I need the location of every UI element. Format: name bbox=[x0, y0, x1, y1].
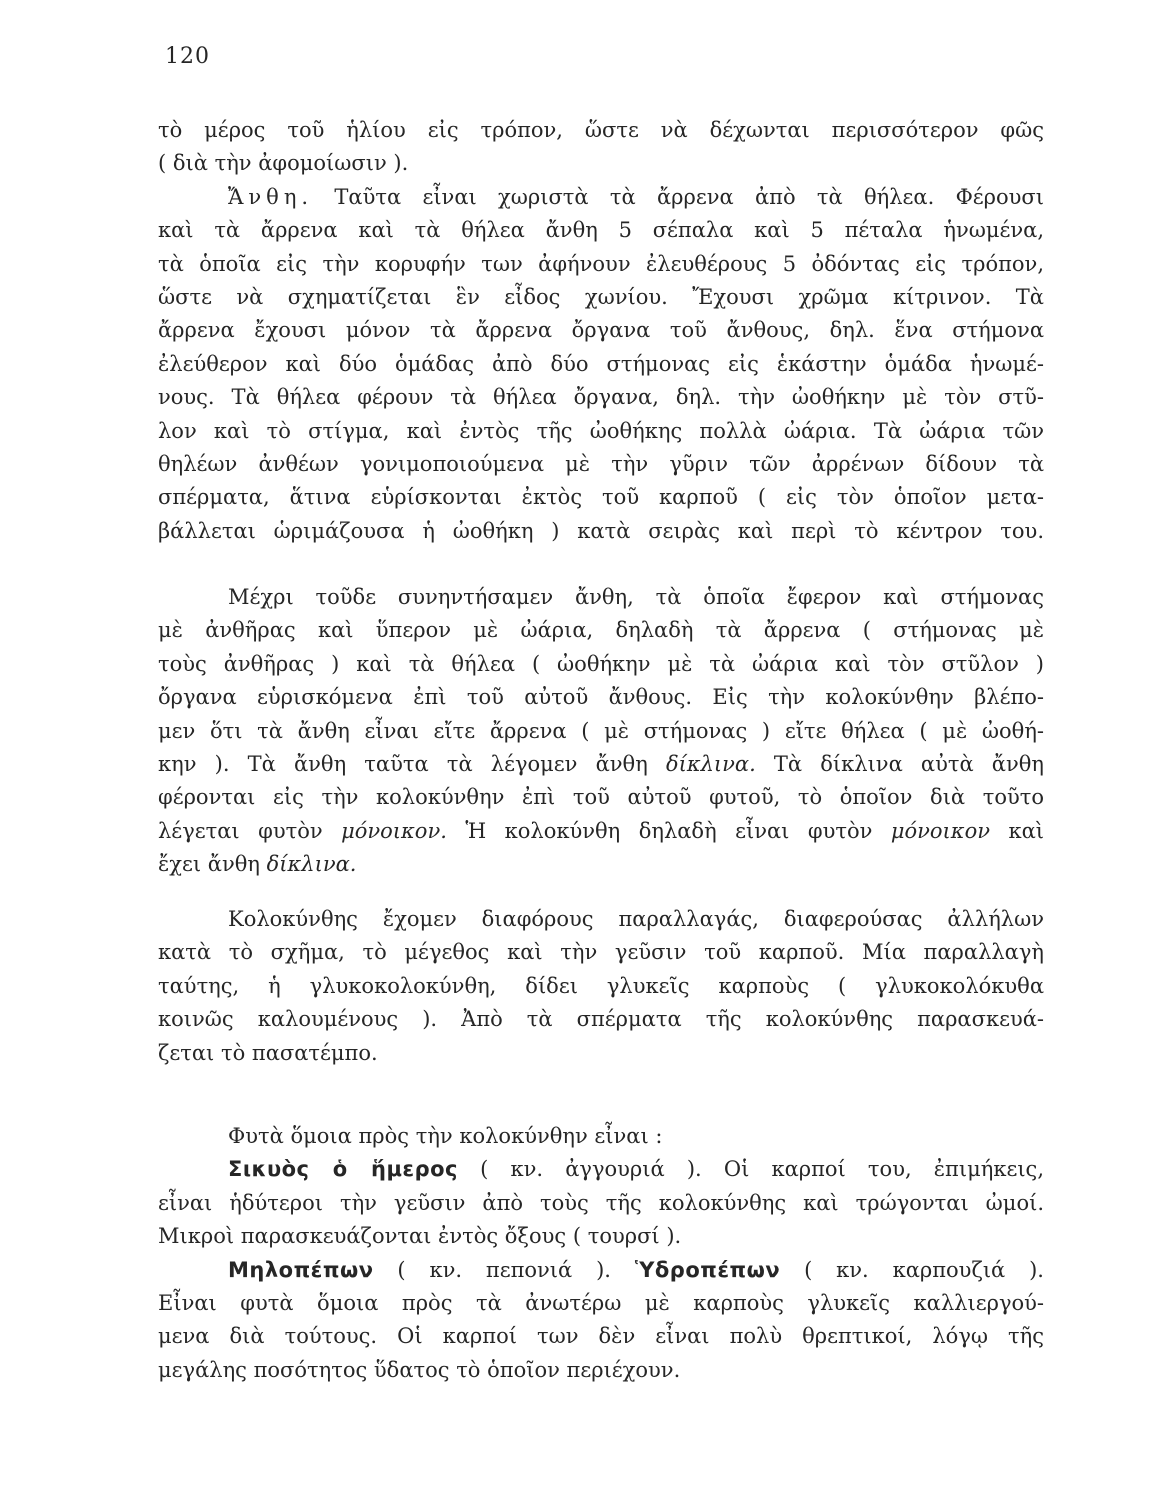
text-line: Μικροὶ παρασκευάζονται ἐντὸς ὄξους ( τουρσί ). bbox=[158, 1224, 682, 1249]
text-fragment: ( κν. ἀγγουριά ). Οἱ καρποί του, ἐπιμήκεις, bbox=[480, 1157, 1044, 1182]
text-line: μὲ ἀνθῆρας καὶ ὕπερον μὲ ὠάρια, δηλαδὴ τὰ ἄρρενα ( στήμονας μὲ bbox=[158, 618, 1044, 643]
text-line: ( διὰ τὴν ἀφομοίωσιν ). bbox=[158, 151, 409, 176]
text-fragment: κην ). Τὰ ἄνθη ταῦτα τὰ λέγομεν ἄνθη bbox=[158, 752, 648, 777]
text-fragment: καὶ bbox=[1008, 818, 1044, 843]
text-line bbox=[158, 181, 1044, 214]
text-line: λον καὶ τὸ στίγμα, καὶ ἐντὸς τῆς ὠοθήκης πολλὰ ὠάρια. Τὰ ὠάρια τῶν bbox=[158, 418, 1044, 443]
text-line: ζεται τὸ πασατέμπο. bbox=[158, 1040, 378, 1065]
text-line bbox=[158, 815, 1044, 848]
text-fragment: ἔχει ἄνθη bbox=[158, 852, 260, 877]
term-cucumber: Σικυὸς ὁ ἥμερος bbox=[228, 1157, 459, 1182]
paragraph-varieties bbox=[158, 903, 1044, 1070]
section-heading-flowers: Ἄνθη. bbox=[228, 184, 314, 209]
text-line: μεγάλης ποσότητος ὕδατος τὸ ὁποῖον περιέχουν. bbox=[158, 1357, 681, 1382]
text-line: ὥστε νὰ σχηματίζεται ἓν εἶδος χωνίου. Ἔχουσι χρῶμα κίτρινον. Τὰ bbox=[158, 285, 1044, 310]
text-line bbox=[158, 748, 1044, 781]
term-monoikon: μόνοικον. bbox=[341, 818, 447, 843]
text-line: ταύτης, ἡ γλυκοκολοκύνθη, δίδει γλυκεῖς καρποὺς ( γλυκοκολόκυθα bbox=[158, 973, 1044, 998]
term-watermelon: Ὑδροπέπων bbox=[634, 1257, 781, 1282]
text-line: εἶναι ἡδύτεροι τὴν γεῦσιν ἀπὸ τοὺς τῆς κολοκύνθης καὶ τρώγονται ὠμοί. bbox=[158, 1190, 1044, 1215]
text-fragment: Ταῦτα εἶναι χωριστὰ τὰ ἄρρενα ἀπὸ τὰ θήλεα. Φέρουσι bbox=[334, 184, 1044, 209]
section-intro: Φυτὰ ὅμοια πρὸς τὴν κολοκύνθην εἶναι : bbox=[228, 1124, 663, 1148]
text-fragment: ( κν. πεπονιά ). bbox=[397, 1257, 611, 1282]
term-melon: Μηλοπέπων bbox=[228, 1257, 374, 1282]
text-line: σπέρματα, ἅτινα εὑρίσκονται ἐκτὸς τοῦ καρποῦ ( εἰς τὸν ὁποῖον μετα- bbox=[158, 485, 1044, 510]
term-diklina: δίκλινα. bbox=[665, 752, 756, 777]
text-line: Μέχρι τοῦδε συνηντήσαμεν ἄνθη, τὰ ὁποῖα ἔφερον καὶ στήμονας bbox=[228, 585, 1044, 609]
text-line: μενα διὰ τούτους. Οἱ καρποί των δὲν εἶναι πολὺ θρεπτικοί, λόγῳ τῆς bbox=[158, 1324, 1044, 1349]
text-line: Εἶναι φυτὰ ὅμοια πρὸς τὰ ἀνωτέρω μὲ καρποὺς γλυκεῖς καλλιεργού- bbox=[158, 1291, 1044, 1316]
text-line bbox=[158, 1153, 1044, 1186]
text-line: τὸ μέρος τοῦ ἡλίου εἰς τρόπον, ὥστε νὰ δέχωνται περισσότερον φῶς bbox=[158, 118, 1044, 142]
text-line: μεν ὅτι τὰ ἄνθη εἶναι εἴτε ἄρρενα ( μὲ στήμονας ) εἴτε θήλεα ( μὲ ὠοθή- bbox=[158, 718, 1044, 743]
text-line: ὄργανα εὑρισκόμενα ἐπὶ τοῦ αὐτοῦ ἄνθους. Εἰς τὴν κολοκύνθην βλέπο- bbox=[158, 685, 1044, 710]
text-line: ἄρρενα ἔχουσι μόνον τὰ ἄρρενα ὄργανα τοῦ ἄνθους, δηλ. ἕνα στήμονα bbox=[158, 318, 1044, 343]
text-line: τὰ ὁποῖα εἰς τὴν κορυφήν των ἀφήνουν ἐλευθέρους 5 ὀδόντας εἰς τρόπον, bbox=[158, 251, 1044, 276]
similar-plants-section bbox=[158, 1120, 1044, 1387]
term-monoikon: μόνοικον bbox=[890, 818, 990, 843]
paragraph-flowers bbox=[158, 114, 1044, 548]
text-line: Κολοκύνθης ἔχομεν διαφόρους παραλλαγάς, διαφερούσας ἀλλήλων bbox=[228, 907, 1044, 931]
text-line: ἐλεύθερον καὶ δύο ὁμάδας ἀπὸ δύο στήμονας εἰς ἑκάστην ὁμάδα ἡνωμέ- bbox=[158, 351, 1044, 376]
text-line: θηλέων ἀνθέων γονιμοποιούμενα μὲ τὴν γῦριν τῶν ἀρρένων δίδουν τὰ bbox=[158, 452, 1044, 477]
text-fragment: ( κν. καρπουζιά ). bbox=[804, 1257, 1044, 1282]
text-line: νους. Τὰ θήλεα φέρουν τὰ θήλεα ὄργανα, δηλ. τὴν ὠοθήκην μὲ τὸν στῦ- bbox=[158, 385, 1044, 410]
term-diklina: δίκλινα. bbox=[266, 852, 357, 877]
text-line: φέρονται εἰς τὴν κολοκύνθην ἐπὶ τοῦ αὐτοῦ φυτοῦ, τὸ ὁποῖον διὰ τοῦτο bbox=[158, 785, 1044, 810]
text-line: κατὰ τὸ σχῆμα, τὸ μέγεθος καὶ τὴν γεῦσιν τοῦ καρποῦ. Μία παραλλαγὴ bbox=[158, 940, 1044, 965]
text-line: τοὺς ἀνθῆρας ) καὶ τὰ θήλεα ( ὠοθήκην μὲ τὰ ὠάρια καὶ τὸν στῦλον ) bbox=[158, 651, 1044, 676]
text-line bbox=[158, 1254, 1044, 1287]
text-line: κοινῶς καλουμένους ). Ἀπὸ τὰ σπέρματα τῆς κολοκύνθης παρασκευά- bbox=[158, 1007, 1044, 1032]
text-line: βάλλεται ὡριμάζουσα ἡ ὠοθήκη ) κατὰ σειρὰς καὶ περὶ τὸ κέντρον του. bbox=[158, 518, 1044, 543]
text-line bbox=[158, 848, 1044, 881]
text-fragment: Τὰ δίκλινα αὐτὰ ἄνθη bbox=[773, 752, 1044, 777]
text-fragment: Ἡ κολοκύνθη δηλαδὴ εἶναι φυτὸν bbox=[465, 818, 873, 843]
text-line: καὶ τὰ ἄρρενα καὶ τὰ θήλεα ἄνθη 5 σέπαλα καὶ 5 πέταλα ἡνωμένα, bbox=[158, 218, 1044, 243]
text-fragment: λέγεται φυτὸν bbox=[158, 818, 323, 843]
page-number: 120 bbox=[165, 44, 210, 69]
paragraph-diclinous bbox=[158, 581, 1044, 882]
